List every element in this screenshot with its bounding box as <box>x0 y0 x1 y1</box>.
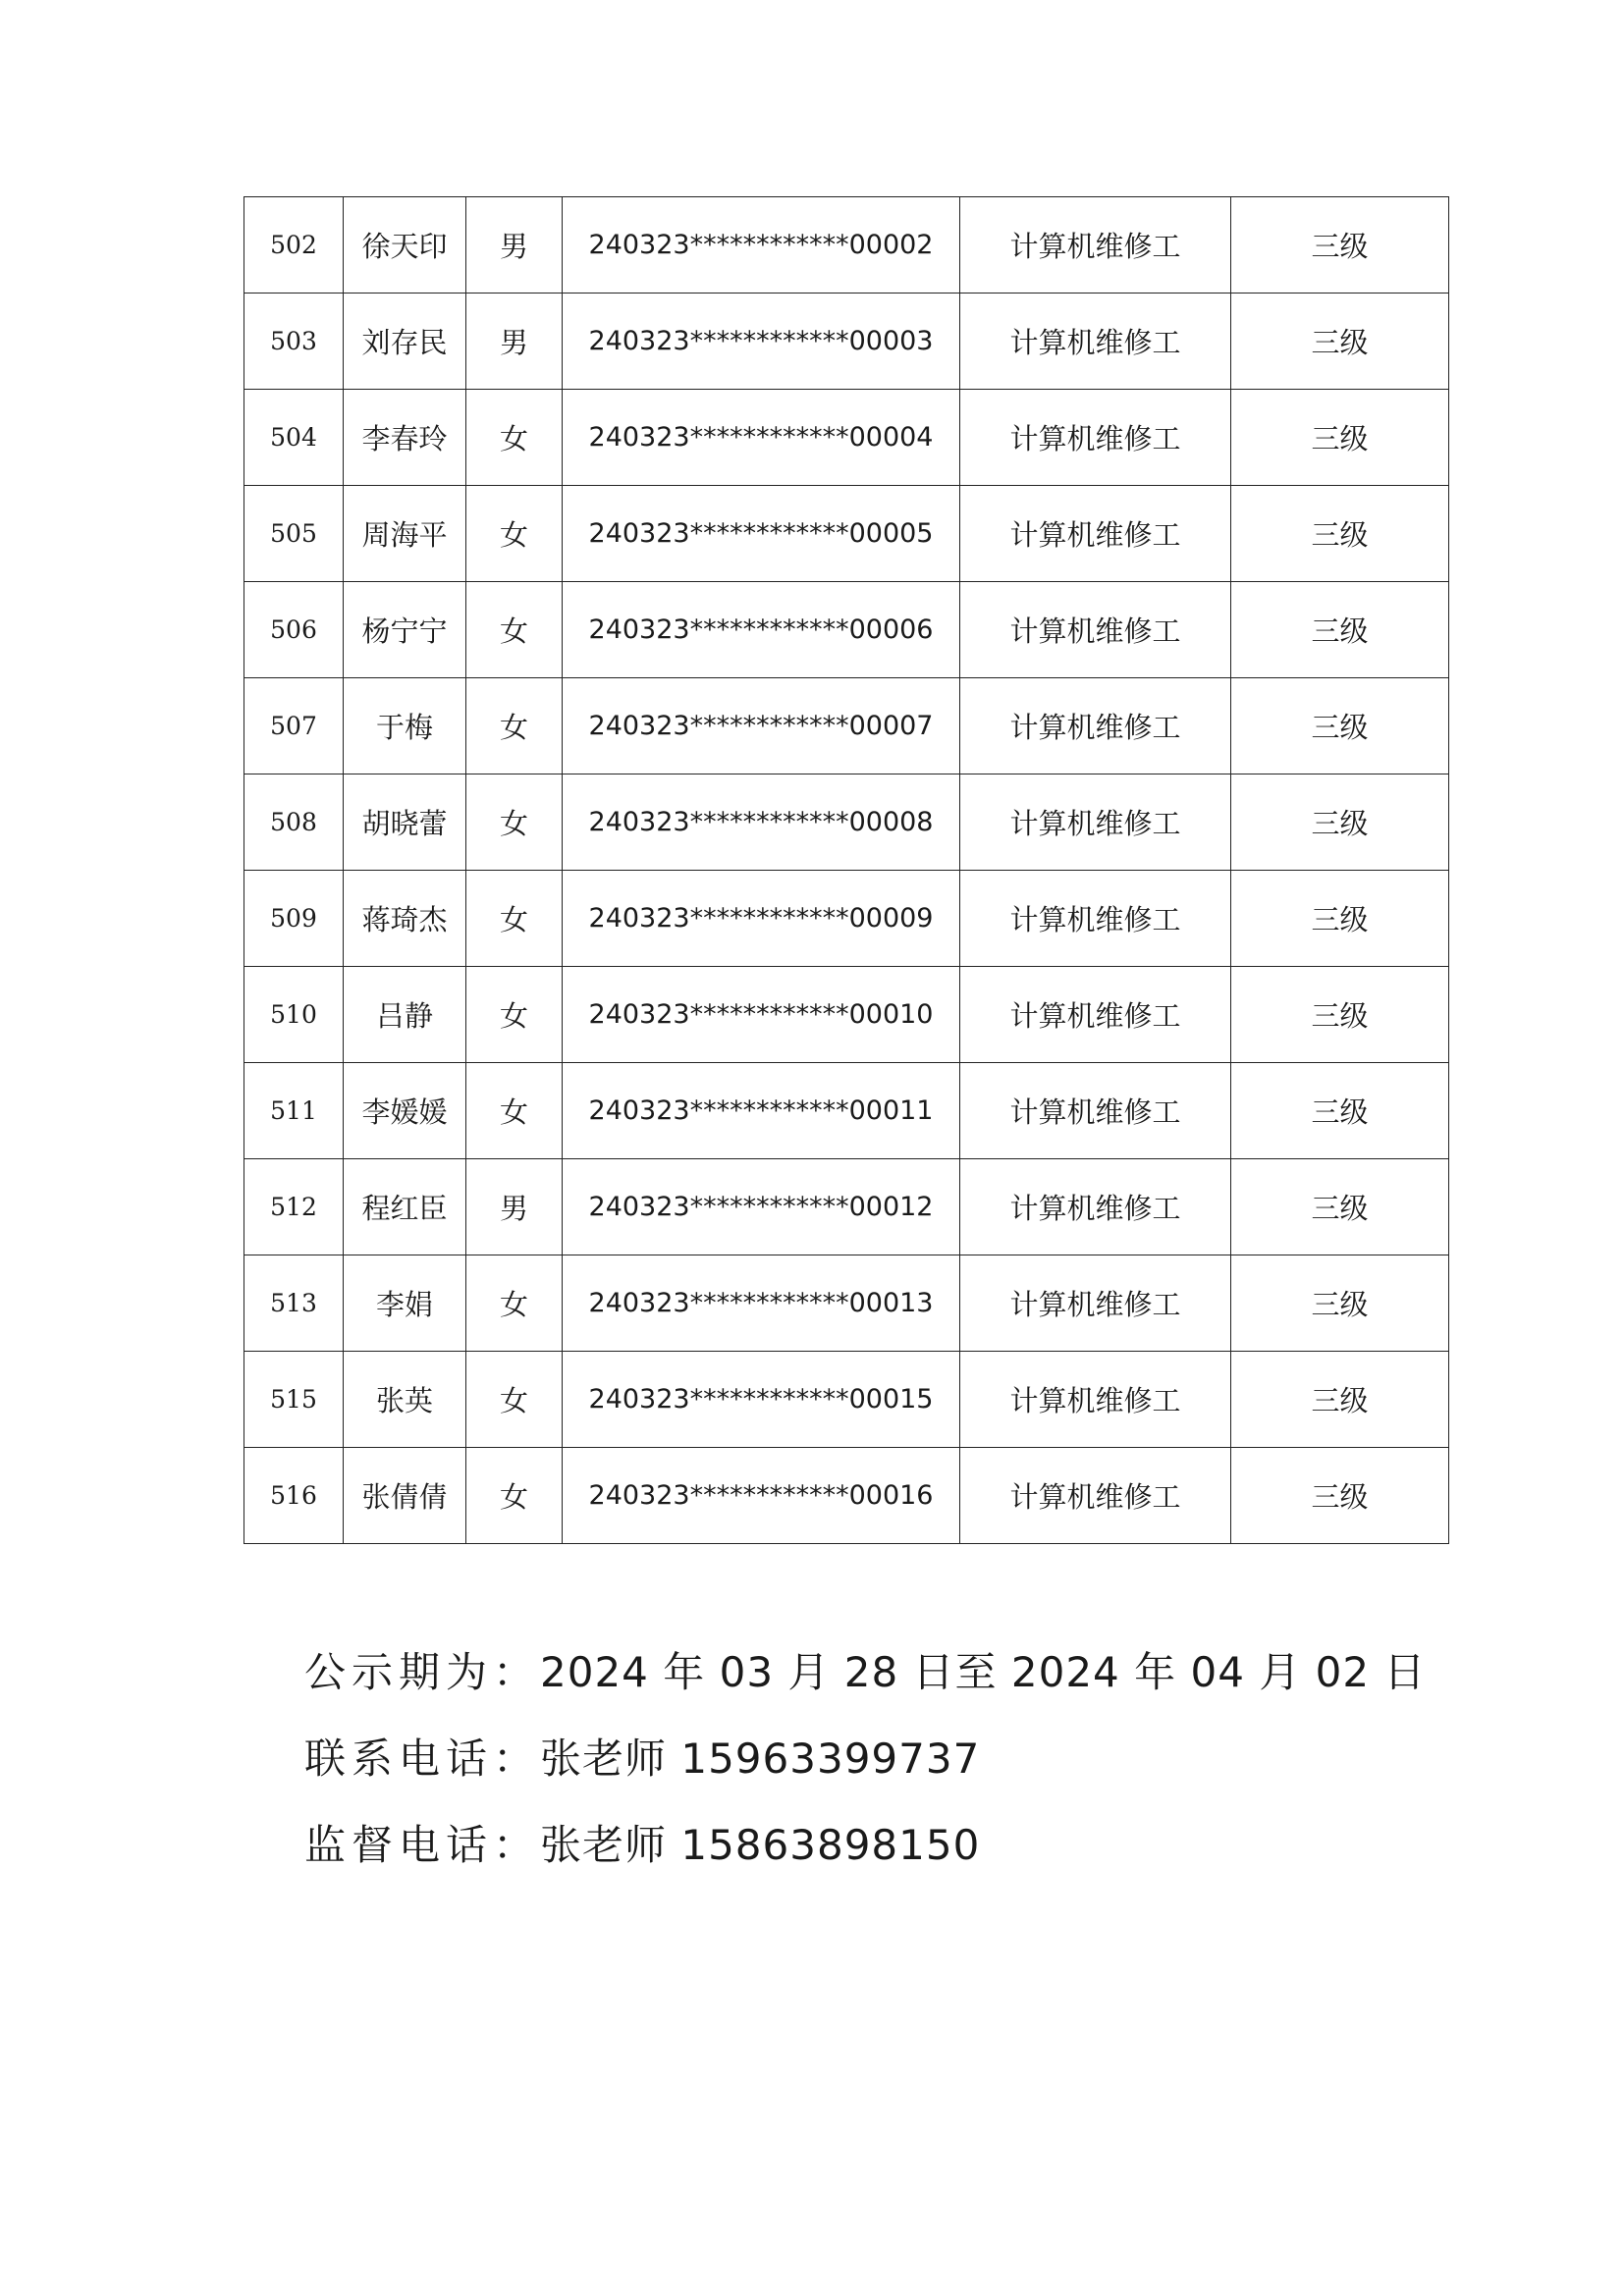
table-row <box>244 1159 1449 1255</box>
cell-id-number: 240323************00013 <box>563 1255 960 1352</box>
cell-level: 三级 <box>1231 486 1449 582</box>
cell-number: 503 <box>244 294 344 390</box>
cell-name: 胡晓蕾 <box>344 774 466 871</box>
cell-gender: 女 <box>466 1448 563 1544</box>
table-row <box>244 1352 1449 1448</box>
cell-name: 杨宁宁 <box>344 582 466 678</box>
cell-level: 三级 <box>1231 1063 1449 1159</box>
contact-value: 张老师 15963399737 <box>540 1735 981 1783</box>
cell-gender: 男 <box>466 294 563 390</box>
notice-supervision-line <box>304 1802 1426 1889</box>
table-row <box>244 294 1449 390</box>
cell-gender: 男 <box>466 197 563 294</box>
table-row <box>244 1448 1449 1544</box>
cell-name: 张倩倩 <box>344 1448 466 1544</box>
cell-gender: 女 <box>466 1352 563 1448</box>
cell-occupation: 计算机维修工 <box>960 390 1231 486</box>
cell-number: 506 <box>244 582 344 678</box>
cell-id-number: 240323************00010 <box>563 967 960 1063</box>
cell-name: 周海平 <box>344 486 466 582</box>
cell-name: 吕静 <box>344 967 466 1063</box>
cell-number: 513 <box>244 1255 344 1352</box>
cell-gender: 男 <box>466 1159 563 1255</box>
roster-table <box>244 196 1449 1544</box>
roster-table-body <box>244 197 1449 1544</box>
cell-number: 512 <box>244 1159 344 1255</box>
table-row <box>244 390 1449 486</box>
cell-id-number: 240323************00006 <box>563 582 960 678</box>
cell-number: 510 <box>244 967 344 1063</box>
cell-occupation: 计算机维修工 <box>960 197 1231 294</box>
table-row <box>244 1255 1449 1352</box>
cell-gender: 女 <box>466 774 563 871</box>
cell-id-number: 240323************00005 <box>563 486 960 582</box>
cell-occupation: 计算机维修工 <box>960 1063 1231 1159</box>
cell-id-number: 240323************00016 <box>563 1448 960 1544</box>
cell-occupation: 计算机维修工 <box>960 294 1231 390</box>
cell-gender: 女 <box>466 582 563 678</box>
cell-name: 李娟 <box>344 1255 466 1352</box>
cell-number: 507 <box>244 678 344 774</box>
cell-name: 刘存民 <box>344 294 466 390</box>
supervision-value: 张老师 15863898150 <box>540 1821 981 1869</box>
table-row <box>244 871 1449 967</box>
cell-level: 三级 <box>1231 1255 1449 1352</box>
table-row <box>244 774 1449 871</box>
cell-number: 515 <box>244 1352 344 1448</box>
cell-number: 504 <box>244 390 344 486</box>
cell-gender: 女 <box>466 967 563 1063</box>
cell-occupation: 计算机维修工 <box>960 1352 1231 1448</box>
cell-number: 509 <box>244 871 344 967</box>
cell-id-number: 240323************00015 <box>563 1352 960 1448</box>
cell-name: 蒋琦杰 <box>344 871 466 967</box>
cell-gender: 女 <box>466 486 563 582</box>
cell-number: 508 <box>244 774 344 871</box>
table-row <box>244 486 1449 582</box>
cell-id-number: 240323************00011 <box>563 1063 960 1159</box>
cell-name: 于梅 <box>344 678 466 774</box>
notice-block <box>304 1629 1426 1889</box>
cell-name: 李媛媛 <box>344 1063 466 1159</box>
cell-name: 徐天印 <box>344 197 466 294</box>
cell-id-number: 240323************00008 <box>563 774 960 871</box>
cell-occupation: 计算机维修工 <box>960 1448 1231 1544</box>
supervision-label: 监督电话： <box>304 1821 541 1869</box>
cell-name: 张英 <box>344 1352 466 1448</box>
period-label: 公示期为： <box>304 1648 541 1696</box>
cell-level: 三级 <box>1231 774 1449 871</box>
cell-id-number: 240323************00009 <box>563 871 960 967</box>
cell-occupation: 计算机维修工 <box>960 967 1231 1063</box>
notice-period-line <box>304 1629 1426 1716</box>
cell-gender: 女 <box>466 871 563 967</box>
contact-label: 联系电话： <box>304 1735 541 1783</box>
cell-id-number: 240323************00012 <box>563 1159 960 1255</box>
cell-id-number: 240323************00004 <box>563 390 960 486</box>
cell-occupation: 计算机维修工 <box>960 582 1231 678</box>
table-row <box>244 197 1449 294</box>
cell-id-number: 240323************00007 <box>563 678 960 774</box>
cell-level: 三级 <box>1231 871 1449 967</box>
table-row <box>244 678 1449 774</box>
cell-level: 三级 <box>1231 1448 1449 1544</box>
cell-occupation: 计算机维修工 <box>960 774 1231 871</box>
table-row <box>244 582 1449 678</box>
cell-gender: 女 <box>466 678 563 774</box>
cell-occupation: 计算机维修工 <box>960 1159 1231 1255</box>
cell-gender: 女 <box>466 390 563 486</box>
table-row <box>244 1063 1449 1159</box>
cell-id-number: 240323************00003 <box>563 294 960 390</box>
cell-level: 三级 <box>1231 582 1449 678</box>
cell-occupation: 计算机维修工 <box>960 1255 1231 1352</box>
cell-gender: 女 <box>466 1255 563 1352</box>
table-row <box>244 967 1449 1063</box>
cell-level: 三级 <box>1231 1352 1449 1448</box>
cell-occupation: 计算机维修工 <box>960 871 1231 967</box>
cell-level: 三级 <box>1231 390 1449 486</box>
cell-occupation: 计算机维修工 <box>960 678 1231 774</box>
notice-contact-line <box>304 1716 1426 1802</box>
cell-id-number: 240323************00002 <box>563 197 960 294</box>
cell-level: 三级 <box>1231 678 1449 774</box>
period-value: 2024 年 03 月 28 日至 2024 年 04 月 02 日 <box>540 1648 1427 1696</box>
cell-name: 程红臣 <box>344 1159 466 1255</box>
cell-number: 505 <box>244 486 344 582</box>
cell-level: 三级 <box>1231 294 1449 390</box>
cell-number: 516 <box>244 1448 344 1544</box>
cell-number: 502 <box>244 197 344 294</box>
cell-occupation: 计算机维修工 <box>960 486 1231 582</box>
cell-gender: 女 <box>466 1063 563 1159</box>
cell-number: 511 <box>244 1063 344 1159</box>
cell-name: 李春玲 <box>344 390 466 486</box>
cell-level: 三级 <box>1231 967 1449 1063</box>
cell-level: 三级 <box>1231 197 1449 294</box>
cell-level: 三级 <box>1231 1159 1449 1255</box>
